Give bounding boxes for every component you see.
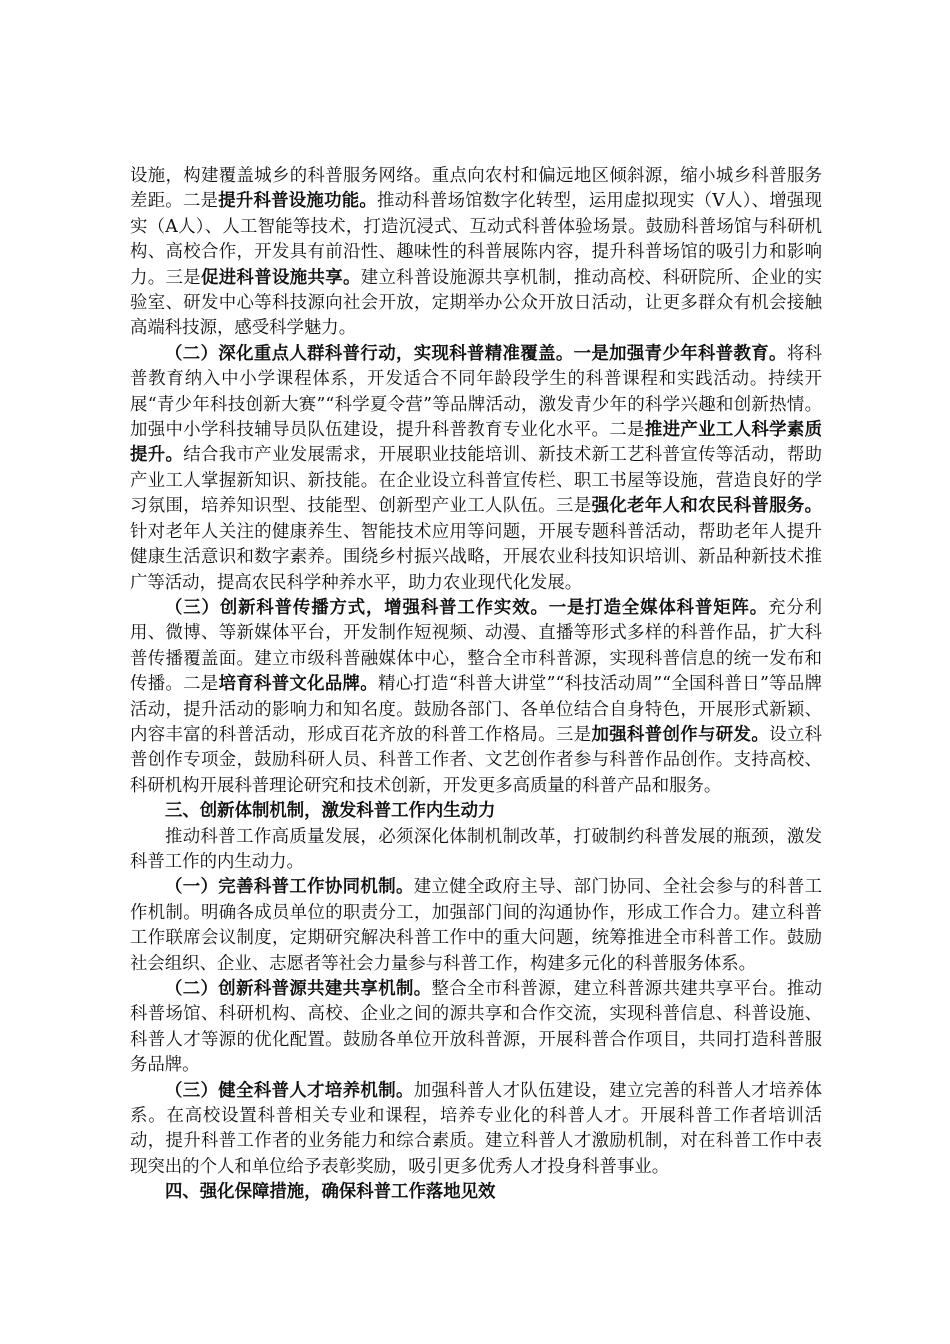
bold-text: （二）深化重点人群科普行动，实现科普精准覆盖。一是加强青少年科普教育。 — [165, 343, 787, 364]
bold-text: 强化老年人和农民科普服务。 — [591, 496, 822, 517]
text-run: 推动科普场馆数字化转型，运用虚拟现实（V人）、增强现实（A人）、人工智能等技术，打造沉浸式、互动式科普体验场景。鼓励科普场馆与科研机构、高校合作，开发具有前沿性、趣味性的科普展陈内容，提升科普场馆的吸引力和影响力。三是 — [130, 191, 822, 288]
document-body — [130, 164, 822, 1206]
text-run: 将科普教育纳入中小学课程体系，开发适合不同年龄段学生的科普课程和实践活动。持续开展“青少年科技创新大赛”“科学夏令营”等品牌活动，激发青少年的科学兴趣和创新热情。加强中小学科技辅导员队伍建设，提升科普教育专业化水平。二是 — [130, 343, 822, 441]
paragraph — [130, 1180, 822, 1205]
text-run: 设施，构建覆盖城乡的科普服务网络。重点向农村和偏远地区倾斜源，缩小城乡科普服务差距。二是 — [130, 166, 822, 212]
text-run: 充分利用、微博、等新媒体平台，开发制作短视频、动漫、直播等形式多样的科普作品，扩大科普传播覆盖面。建立市级科普融媒体中心，整合全市科普源，实现科普信息的统一发布和传播。二是 — [130, 597, 822, 695]
text-run: 建立科普设施源共享机制，推动高校、科研院所、企业的实验室、研发中心等科技源向社会开放，定期举办公众开放日活动，让更多群众有机会接触高端科技源，感受科学魅力。 — [130, 267, 822, 339]
bold-text: （一）完善科普工作协同机制。 — [165, 877, 414, 898]
bold-text: 促进科普设施共享。 — [201, 267, 361, 288]
paragraph — [130, 825, 822, 876]
text-run: 推动科普工作高质量发展，必须深化体制机制改革，打破制约科普发展的瓶颈，激发科普工作的内生动力。 — [130, 826, 822, 872]
paragraph — [130, 875, 822, 977]
paragraph — [130, 977, 822, 1079]
paragraph — [130, 596, 822, 799]
bold-text: 提升科普设施功能。 — [218, 191, 378, 212]
bold-text: 推进产业工人科学素质提升。 — [130, 420, 822, 466]
bold-text: 加强科普创作与研发。 — [591, 724, 770, 745]
text-run: 结合我市产业发展需求，开展职业技能培训、新技术新工艺科普宣传等活动，帮助产业工人掌握新知识、新技能。在企业设立科普宣传栏、职工书屋等设施，营造良好的学习氛围，培养知识型、技能型、创新型产业工人队伍。三是 — [130, 445, 822, 517]
bold-text: （二）创新科普源共建共享机制。 — [165, 979, 432, 999]
paragraph — [130, 1079, 822, 1181]
text-run: 针对老年人关注的健康养生、智能技术应用等问题，开展专题科普活动，帮助老年人提升健康生活意识和数字素养。围绕乡村振兴战略，开展农业科技知识培训、新品种新技术推广等活动，提高农民科学种养水平，助力农业现代化发展。 — [130, 521, 822, 593]
paragraph — [130, 342, 822, 596]
text-run: 整合全市科普源，建立科普源共建共享平台。推动科普场馆、科研机构、高校、企业之间的源共享和合作交流，实现科普信息、科普设施、科普人才等源的优化配置。鼓励各单位开放科普源，开展科普合作项目，共同打造科普服务品牌。 — [130, 979, 822, 1076]
bold-text: 三、创新体制机制，激发科普工作内生动力 — [165, 801, 496, 822]
text-run: 建立健全政府主导、部门协同、全社会参与的科普工作机制。明确各成员单位的职责分工，加强部门间的沟通协作，形成工作合力。建立科普工作联席会议制度，定期研究解决科普工作中的重大问题，统筹推进全市科普工作。鼓励社会组织、企业、志愿者等社会力量参与科普工作，构建多元化的科普服务体系。 — [130, 877, 822, 974]
paragraph — [130, 799, 822, 824]
bold-text: 四、强化保障措施，确保科普工作落地见效 — [165, 1182, 496, 1203]
bold-text: （三）健全科普人才培养机制。 — [165, 1080, 414, 1101]
bold-text: （三）创新科普传播方式，增强科普工作实效。一是打造全媒体科普矩阵。 — [165, 597, 769, 618]
paragraph — [130, 164, 822, 342]
text-run: 加强科普人才队伍建设，建立完善的科普人才培养体系。在高校设置科普相关专业和课程，培养专业化的科普人才。开展科普工作者培训活动，提升科普工作者的业务能力和综合素质。建立科普人才激励机制，对在科普工作中表现突出的个人和单位给予表彰奖励，吸引更多优秀人才投身科普事业。 — [130, 1080, 822, 1177]
text-run: 设立科普创作专项金，鼓励科研人员、科普工作者、文艺创作者参与科普作品创作。支持高校、科研机构开展科普理论研究和技术创新，开发更多高质量的科普产品和服务。 — [130, 724, 822, 796]
text-run: 精心打造“科普大讲堂”“科技活动周”“全国科普日”等品牌活动，提升活动的影响力和知名度。鼓励各部门、各单位结合自身特色，开展形式新颖、内容丰富的科普活动，形成百花齐放的科普工作格局。三是 — [130, 674, 822, 745]
bold-text: 培育科普文化品牌。 — [218, 674, 378, 695]
